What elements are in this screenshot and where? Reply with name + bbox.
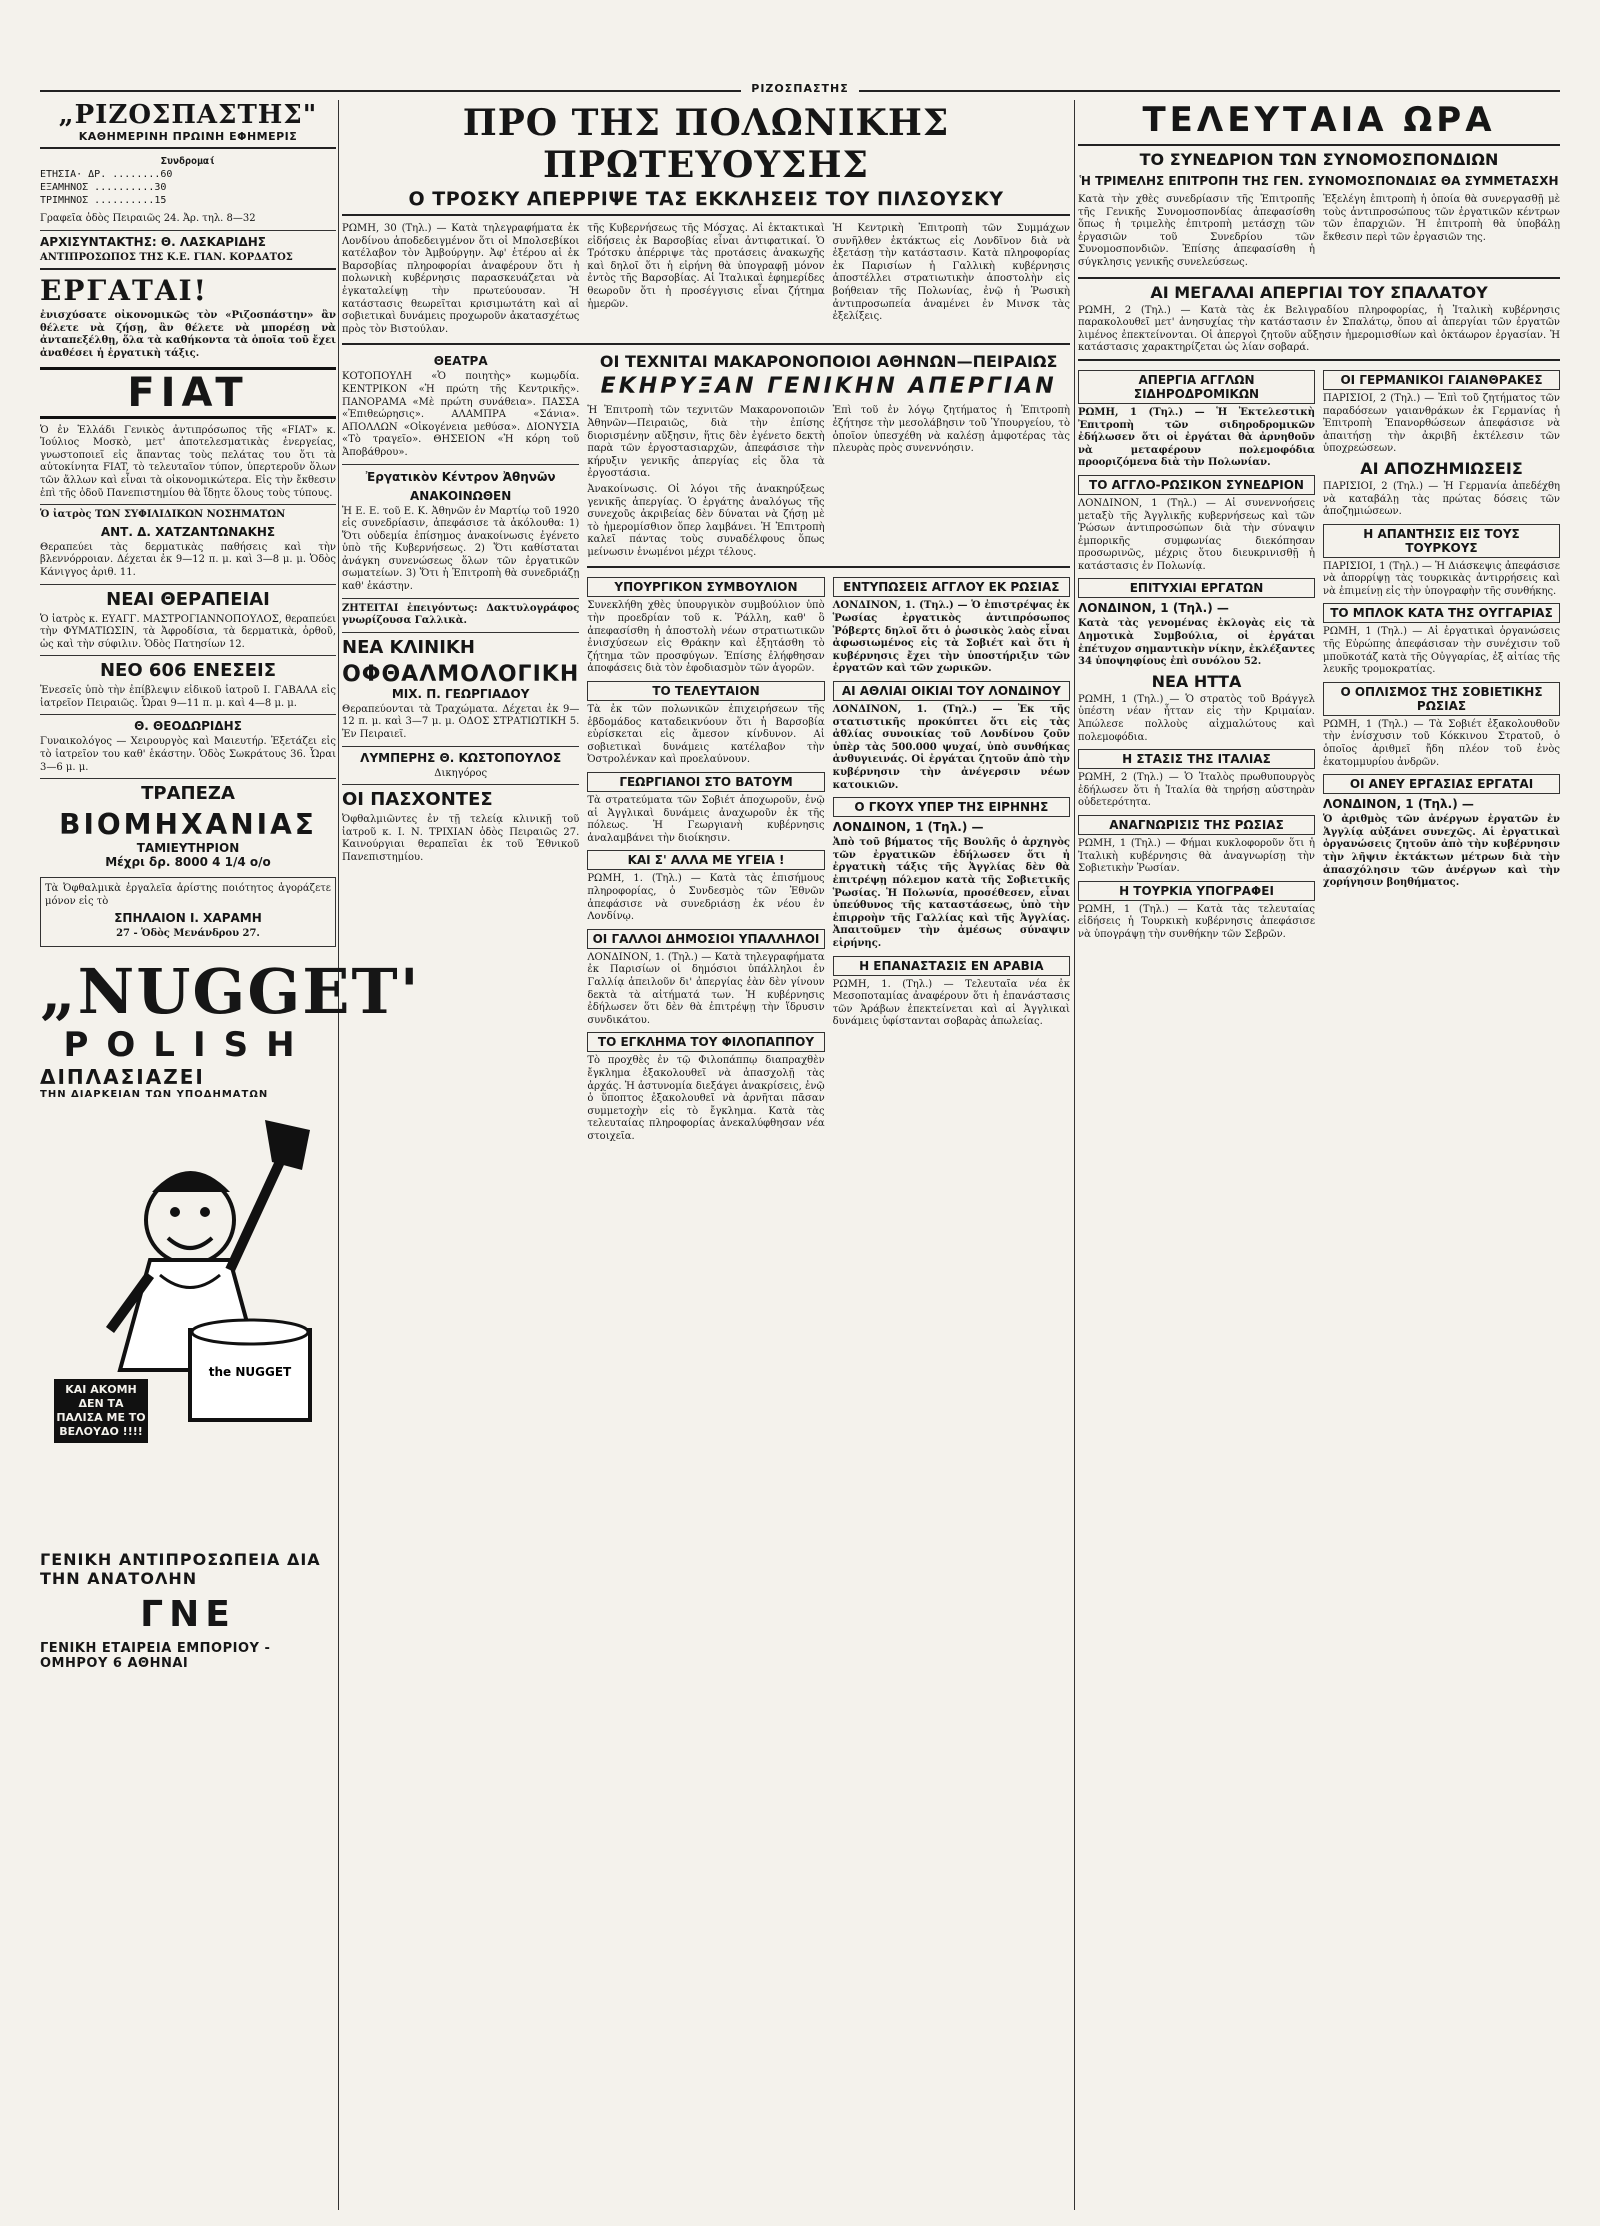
- main-subcolumn-1: [342, 349, 579, 1146]
- ergatai-title: ΕΡΓΑΤΑΙ!: [40, 274, 208, 308]
- bank-title: ΤΡΑΠΕΖΑ: [141, 783, 235, 805]
- gynecologist-name: Θ. ΘΕΟΔΩΡΙΔΗΣ: [134, 719, 242, 734]
- dockers-text: ΡΩΜΗ, 1 (Τηλ.) — Ἡ Ἐκτελεστικὴ Ἐπιτροπὴ τῶν σιδηροδρομικῶν ἐδήλωσεν ὅτι οἱ ἐργάται θὰ ἀρνηθοῦν νὰ μεταφέρουν πολεμοφόδια προοριζόμενα διὰ τὴν Πολωνίαν.: [1078, 406, 1315, 469]
- patients-head: ΟΙ ΠΑΣΧΟΝΤΕΣ: [342, 789, 493, 811]
- clinic-text: Θεραπεύονται τὰ Τραχώματα. Δέχεται ἐκ 9—12 π. μ. καὶ 3—7 μ. μ. ΟΔΟΣ ΣΤΡΑΤΙΩΤΙΚΗ 5. Ἐν Πειραιεῖ.: [342, 703, 580, 741]
- gynecologist-text: Γυναικολόγος — Χειρουργὸς καὶ Μαιευτήρ. Ἐξετάζει εἰς τὸ ἰατρεῖον του καθ' ἑκάστην. Ὁδὸς Σωκράτους 36. Ὧραι 3—6 μ. μ.: [40, 736, 336, 773]
- nugget-title: „NUGGET': [40, 955, 421, 1029]
- last-head: ΤΟ ΤΕΛΕΥΤΑΙΟΝ: [587, 681, 824, 701]
- main-subcolumn-2-3: [587, 349, 1070, 1146]
- doctor-head: Ὁ ἰατρὸς ΤΩΝ ΣΥΦΙΛΙΔΙΚΩΝ ΝΟΣΗΜΑΤΩΝ: [40, 509, 286, 521]
- office-address: Γραφεῖα ὁδὸς Πειραιῶς 24. Ἀρ. τηλ. 8—32: [40, 213, 256, 224]
- crime-head: ΤΟ ΕΓΚΛΗΜΑ ΤΟΥ ΦΙΛΟΠΑΠΠΟΥ: [587, 1032, 824, 1052]
- russia-plan-head: Ο ΟΠΛΙΣΜΟΣ ΤΗΣ ΣΟΒΙΕΤΙΚΗΣ ΡΩΣΙΑΣ: [1323, 682, 1560, 716]
- nugget-tin-label: the NUGGET: [208, 1365, 292, 1380]
- subscription-table: [40, 155, 336, 207]
- optician-address: 27 - Ὁδὸς Μενάνδρου 27.: [116, 928, 260, 940]
- subscription-head: Συνδρομαί: [160, 156, 216, 167]
- optician-ad: [40, 877, 336, 947]
- italy-head: Η ΣΤΑΣΙΣ ΤΗΣ ΙΤΑΛΙΑΣ: [1078, 749, 1315, 769]
- column-rule: [338, 100, 339, 2210]
- russia-text: ΛΟΝΔΙΝΟΝ, 1. (Τηλ.) — Ὁ ἐπιστρέψας ἐκ Ῥωσίας ἐργατικὸς ἀντιπρόσωπος Ῥόβερτς δηλοῖ ὅτι ὁ ῥωσικὸς λαὸς εἶναι ἀφωσιωμένος εἰς τὰ Σοβιέτ καὶ ὅτι ἡ κυβέρνησις ἔχει τὴν ὑποστήριξιν τῶν ἐργατῶν καὶ τῶν χωρικῶν.: [832, 600, 1070, 675]
- bank-sub: ΤΑΜΙΕΥΤΗΡΙΟΝ: [136, 841, 240, 856]
- council-text: Συνεκλήθη χθὲς ὑπουργικὸν συμβούλιον ὑπὸ τὴν προεδρίαν τοῦ κ. Ῥάλλη, καθ' ὃ ἀπεφασίσθη ἡ ἀποστολὴ νέων στρατιωτικῶν ἐνισχύσεων εἰς Θράκην καὶ ἐξητάσθη τὸ ζήτημα τῶν προσφύγων. Ἐπίσης ἐλήφθησαν ἀποφάσεις διὰ τὸν ἐφοδιασμὸν τῶν ἀγορῶν.: [587, 600, 825, 675]
- right-column: [1078, 100, 1560, 2210]
- strike-text: Ἡ Ἐπιτροπὴ τῶν τεχνιτῶν Μακαρονοποιῶν Ἀθηνῶν—Πειραιῶς, διὰ τὴν ἐπίσης διορισμένην αὔξησιν, ἥτις δὲν ἐγένετο δεκτὴ παρὰ τῶν ἐργοστασιαρχῶν, ἀπεφάσισε τὴν κήρυξιν γενικῆς ἀπεργίας εἰς ὅλα τὰ ἐργοστάσια.: [587, 405, 825, 480]
- masthead-subtitle: ΚΑΘΗΜΕΡΙΝΗ ΠΡΩΙΝΗ ΕΦΗΜΕΡΙΣ: [78, 130, 298, 143]
- london-houses-head: ΑΙ ΑΘΛΙΑΙ ΟΙΚΙΑΙ ΤΟΥ ΛΟΝΔΙΝΟΥ: [833, 681, 1070, 701]
- masthead: [40, 100, 336, 143]
- batoum-text: Τὰ στρατεύματα τῶν Σοβιέτ ἀποχωροῦν, ἐνῷ αἱ Ἀγγλικαὶ δυνάμεις ἀναχωροῦν ἐκ τῆς πόλεως. Ἡ Γεωργιανὴ κυβέρνησις ἀναλαμβάνει τὴν διοίκησιν.: [587, 795, 825, 844]
- strike-italic-head: ΕΚΗΡΥΞΑΝ ΓΕΝΙΚΗΝ ΑΠΕΡΓΙΑΝ: [600, 374, 1057, 400]
- turkish-text: ΡΩΜΗ, 1 (Τηλ.) — Κατὰ τὰς τελευταίας εἰδήσεις ἡ Τουρκικὴ κυβέρνησις ἀπεφάσισε νὰ ὑπογράψῃ τὴν συνθήκην τῶν Σεβρῶν.: [1078, 903, 1315, 940]
- hungary-text: ΡΩΜΗ, 1 (Τηλ.) — Αἱ ἐργατικαὶ ὀργανώσεις τῆς Εὐρώπης ἀπεφάσισαν τὴν συνέχισιν τοῦ μποϋκοτάζ κατὰ τῆς Οὐγγαρίας, ἐξ αἰτίας τῆς λευκῆς τρομοκρατίας.: [1323, 626, 1560, 676]
- unemployed-city: ΛΟΝΔΙΝΟΝ, 1 (Τηλ.) —: [1323, 797, 1474, 812]
- lead-article: [342, 220, 1070, 339]
- main-subheadline: Ο ΤΡΟΣΚΥ ΑΠΕΡΡΙΨΕ ΤΑΣ ΕΚΚΛΗΣΕΙΣ ΤΟΥ ΠΙΛΣΟΥΣΚΥ: [408, 188, 1004, 210]
- congress-text: Ἐξελέγη ἐπιτροπὴ ἡ ὁποία θὰ συνεργασθῇ μὲ τοὺς ἀντιπροσώπους τῶν ἐργατικῶν κέντρων τῶν ἐπαρχιῶν. Ἡ ἐπιτροπὴ θὰ ὑποβάλῃ ἔκθεσιν περὶ τῶν ἐργασιῶν της.: [1323, 194, 1560, 243]
- workers-success-head: ΕΠΙΤΥΧΙΑΙ ΕΡΓΑΤΩΝ: [1078, 578, 1315, 598]
- therapies-title: ΝΕΑΙ ΘΕΡΑΠΕΙΑΙ: [106, 588, 270, 610]
- unemployed-text: Ὁ ἀριθμὸς τῶν ἀνέργων ἐργατῶν ἐν Ἀγγλίᾳ αὐξάνει συνεχῶς. Αἱ ἐργατικαὶ ὀργανώσεις ζητοῦν ἀπὸ τὴν κυβέρνησιν τὴν λῆψιν ἐκτάκτων μέτρων διὰ τὴν ἀπασχόλησιν τῶν ἀνέργων καὶ τὴν χορήγησιν βοηθήματος.: [1323, 814, 1560, 889]
- wealth-text: ΡΩΜΗ, 1. (Τηλ.) — Κατὰ τὰς ἐπισήμους πληροφορίας, ὁ Συνδεσμὸς τῶν Ἐθνῶν ἀπεφάσισε νὰ συνεδριάσῃ ἐκ νέου ἐν Λονδίνῳ.: [587, 873, 825, 923]
- council-head: ΥΠΟΥΡΓΙΚΟΝ ΣΥΜΒΟΥΛΙΟΝ: [587, 577, 824, 597]
- main-lower-grid: [342, 349, 1070, 1146]
- therapies-text: Ὁ ἰατρὸς κ. ΕΥΑΓΓ. ΜΑΣΤΡΟΓΙΑΝΝΟΠΟΥΛΟΣ, θεραπεύει τὴν ΦΥΜΑΤΙΩΣΙΝ, τὰ Ἀφροδίσια, τὰ δερματικὰ, ὀρθοῦ, ὡς καὶ τὴν σύφιλιν. Ὁδὸς Πατησίων 12.: [40, 613, 336, 650]
- nugget-caption: ΚΑΙ ΑΚΟΜΗ ΔΕΝ ΤΑ ΠΑΛΙΣΑ ΜΕ ΤΟ ΒΕΛΟΥΔΟ !!!!: [54, 1379, 148, 1443]
- gne-logo: ΓΝΕ: [140, 1594, 236, 1636]
- nugget-footer: [40, 1550, 336, 1671]
- theatre-head: ΘΕΑΤΡΑ: [433, 354, 488, 369]
- unemployed-head: ΟΙ ΑΝΕΥ ΕΡΓΑΣΙΑΣ ΕΡΓΑΤΑΙ: [1323, 774, 1560, 794]
- cooperative-sub: ΑΝΑΚΟΙΝΩΘΕΝ: [410, 488, 512, 503]
- congress-article: [1078, 191, 1560, 273]
- wanted-ad: ΖΗΤΕΙΤΑΙ ἐπειγόντως: Δακτυλογράφος γνωρίζουσα Γαλλικὰ.: [342, 602, 580, 627]
- gallic-text: ΛΟΝΔΙΝΟΝ, 1. (Τηλ.) — Κατὰ τηλεγραφήματα ἐκ Παρισίων οἱ δημόσιοι ὑπάλληλοι ἐν Γαλλίᾳ ἀπειλοῦν δι' ἀπεργίας ἐὰν δὲν γίνουν δεκτὰ τὰ αἰτήματά των. Ἡ κυβέρνησις ἐδήλωσεν ὅτι δὲν θὰ ἐπιτρέψῃ τὴν ἵδρυσιν συνδικάτου.: [587, 951, 825, 1026]
- trade-head: ΤΟ ΑΓΓΛΟ-ΡΩΣΙΚΟΝ ΣΥΝΕΔΡΙΟΝ: [1078, 475, 1315, 495]
- lead-text: Ἡ Κεντρικὴ Ἐπιτροπὴ τῶν Συμμάχων συνῆλθεν ἐκτάκτως εἰς Λονδῖνον διὰ νὰ ἐξετάσῃ τὴν κατάστασιν. Κατὰ πληροφορίας ἐκ Παρισίων ἡ Γαλλικὴ κυβέρνησις ἀποστέλλει στρατιωτικὴν ἀποστολὴν εἰς βοήθειαν τῆς Πολωνίας, ἐνῷ ἡ Ῥωσικὴ ἀντιπροσωπεία ἀναμένει ἐν Μινσκ τὰς ἐξελίξεις.: [832, 223, 1070, 323]
- nugget-polish-ad: [40, 955, 421, 1679]
- neo606-title: ΝΕΟ 606 ΕΝΕΣΕΙΣ: [99, 660, 276, 682]
- clinic-sub: ΟΦΘΑΛΜΟΛΟΓΙΚΗ: [342, 661, 580, 687]
- representative: ΑΝΤΙΠΡΟΣΩΠΟΣ ΤΗΣ Κ.Ε. ΓΙΑΝ. ΚΟΡΔΑΤΟΣ: [40, 251, 293, 263]
- batoum-head: ΓΕΩΡΓΙΑΝΟΙ ΣΤΟ ΒΑΤΟΥΜ: [587, 772, 824, 792]
- running-head: [0, 82, 1600, 98]
- doctor-name: ΑΝΤ. Δ. ΧΑΤΖΑΝΤΩΝΑΚΗΣ: [100, 524, 276, 539]
- spalato-head: ΑΙ ΜΕΓΑΛΑΙ ΑΠΕΡΓΙΑΙ ΤΟΥ ΣΠΑΛΑΤΟΥ: [1150, 282, 1488, 302]
- arabia-text: ΡΩΜΗ, 1. (Τηλ.) — Τελευταῖα νέα ἐκ Μεσοποταμίας ἀναφέρουν ὅτι ἡ ἐπανάστασις τῶν Ἀράβων ἐπεκτείνεται καὶ αἱ Ἀγγλικαὶ δυνάμεις ὑφίστανται σοβαρὰς ἀπωλείας.: [832, 978, 1070, 1028]
- hungary-head: ΤΟ ΜΠΛΟΚ ΚΑΤΑ ΤΗΣ ΟΥΓΓΑΡΙΑΣ: [1323, 603, 1560, 623]
- cooperative-head: Ἐργατικὸν Κέντρον Ἀθηνῶν: [365, 469, 556, 484]
- lawyer-sub: Δικηγόρος: [434, 767, 488, 779]
- german-head: ΟΙ ΓΕΡΜΑΝΙΚΟΙ ΓΑΙΑΝΘΡΑΚΕΣ: [1323, 370, 1560, 390]
- main-headline: ΠΡΟ ΤΗΣ ΠΟΛΩΝΙΚΗΣ ΠΡΩΤΕΥΟΥΣΗΣ: [462, 102, 950, 186]
- bank-rate: Μέχρι δρ. 8000 4 1/4 ο/ο: [105, 855, 271, 870]
- peace-head: Ο ΓΚΟΥΧ ΥΠΕΡ ΤΗΣ ΕΙΡΗΝΗΣ: [833, 797, 1070, 817]
- column-rule: [1074, 100, 1075, 2210]
- london-houses-text: ΛΟΝΔΙΝΟΝ, 1. (Τηλ.) — Ἐκ τῆς στατιστικῆς προκύπτει ὅτι εἰς τὰς ἀθλίας συνοικίας τοῦ Λονδίνου ζοῦν ὑπὲρ τὰς 500.000 ψυχαί, ὑπὸ συνθήκας ἀνθυγιεινάς. Οἱ ἐργάται ζητοῦν ἀπὸ τὴν κυβέρνησιν τὴν ἀνέγερσιν νέων κατοικιῶν.: [832, 704, 1070, 791]
- new-defeat-text: ΡΩΜΗ, 1 (Τηλ.) — Ὁ στρατὸς τοῦ Βράγγελ ὑπέστη νέαν ἧτταν εἰς τὴν Κριμαίαν. Ἀπώλεσε πολλοὺς αἰχμαλώτους καὶ πολεμοφόδια.: [1078, 693, 1315, 743]
- italy-text: ΡΩΜΗ, 2 (Τηλ.) — Ὁ Ἰταλὸς πρωθυπουργὸς ἐδήλωσεν ὅτι ἡ Ἰταλία θὰ τηρήσῃ αὐστηρὰν οὐδετερότητα.: [1078, 772, 1315, 809]
- subscription-row: ΤΡΙΜΗΝΟΣ ..........15: [40, 195, 167, 206]
- dockers-head: ΑΠΕΡΓΙΑ ΑΓΓΛΩΝ ΣΙΔΗΡΟΔΡΟΜΙΚΩΝ: [1078, 370, 1315, 404]
- recognition-head: ΑΝΑΓΝΩΡΙΣΙΣ ΤΗΣ ΡΩΣΙΑΣ: [1078, 815, 1315, 835]
- doctor-text: Θεραπεύει τὰς δερματικὰς παθήσεις καὶ τὴν βλεννόρροιαν. Δέχεται ἐκ 9—12 π. μ. καὶ 3—8 μ. μ. Ὁδὸς Κάνιγγος ἀριθ. 11.: [40, 541, 336, 578]
- german-text: ΠΑΡΙΣΙΟΙ, 2 (Τηλ.) — Ἐπὶ τοῦ ζητήματος τῶν παραδόσεων γαιανθράκων ἐκ Γερμανίας ἡ Ἐπιτροπὴ Ἐπανορθώσεων ἀπεφάσισε νὰ ἀπαιτήσῃ τὴν ἀκριβῆ ἐκτέλεσιν τῶν ὑποχρεώσεων.: [1323, 392, 1560, 455]
- turks-text: ΠΑΡΙΣΙΟΙ, 1 (Τηλ.) — Ἡ Διάσκεψις ἀπεφάσισε νὰ ἀπορρίψῃ τὰς τουρκικὰς ἀντιρρήσεις καὶ νὰ ἐπιμείνῃ εἰς τὴν ὑπογραφὴν τῆς συνθήκης.: [1323, 560, 1560, 597]
- nugget-polish: POLISH: [63, 1025, 313, 1066]
- strike-text: Ἀνακοίνωσις. Οἱ λόγοι τῆς ἀνακηρύξεως γενικῆς ἀπεργίας. Ὁ ἐργάτης ἀναλόγως τῆς συνεχοῦς ἀκριβείας δὲν δύναται νὰ ζήσῃ μὲ τὸ ἡμερομίσθιον ὅπερ λαμβάνει. Ἡ Ἐπιτροπὴ καλεῖ πάντας τοὺς συναδέλφους ὅπως μείνωσιν ἑνωμένοι μέχρι τέλους.: [587, 483, 825, 558]
- nugget-footer-line1: ΓΕΝΙΚΗ ΑΝΤΙΠΡΟΣΩΠΕΙΑ ΔΙΑ ΤΗΝ ΑΝΑΤΟΛΗΝ: [40, 1550, 321, 1589]
- running-head-text: ΡΙΖΟΣΠΑΣΤΗΣ: [741, 82, 858, 95]
- turkish-head: Η ΤΟΥΡΚΙΑ ΥΠΟΓΡΑΦΕΙ: [1078, 881, 1315, 901]
- cooperative-text: Ἡ Ε. Ε. τοῦ Ε. Κ. Ἀθηνῶν ἐν Μαρτίῳ τοῦ 1920 εἰς συνεδρίασιν, ἀπεφάσισε τὰ ἀκόλουθα: 1) Ὅτι οὐδεμία ἐπίσημος ἀνακοίνωσις ἐγένετο ὑπὸ τῆς Κυβερνήσεως. 2) Ὅτι καθίσταται ἀνάγκη συνενώσεως ὅλων τῶν ἐργατικῶν σωματείων. 3) Ὅτι ἡ Ἐπιτροπὴ θὰ συνεδριάζῃ καθ' ἑκάστην.: [342, 505, 580, 593]
- nugget-subline: ΤΗΝ ΔΙΑΡΚΕΙΑΝ ΤΩΝ ΥΠΟΔΗΜΑΤΩΝ: [40, 1089, 269, 1101]
- news-grid: [587, 572, 1070, 1146]
- trade-text: ΛΟΝΔΙΝΟΝ, 1 (Τηλ.) — Αἱ συνεννοήσεις μεταξὺ τῆς Ἀγγλικῆς κυβερνήσεως καὶ τῶν Ῥώσων ἀντιπροσώπων διὰ τὴν σύναψιν ἐμπορικῆς συμφωνίας διεκόπησαν προσωρινῶς, μέχρις ὅτου διευκρινισθῇ ἡ κατάστασις ἐν Πολωνίᾳ.: [1078, 497, 1315, 572]
- workers-success-text: Κατὰ τὰς γενομένας ἐκλογὰς εἰς τὰ Δημοτικὰ Συμβούλια, οἱ ἐργάται ἐπέτυχον σημαντικὴν νίκην, ἐκλέξαντες 34 ὑποψηφίους ἐπὶ συνόλου 52.: [1078, 618, 1315, 668]
- congress-text: Κατὰ τὴν χθὲς συνεδρίασιν τῆς Ἐπιτροπῆς τῆς Γενικῆς Συνομοσπονδίας ἀπεφασίσθη ὅπως ἡ τριμελὴς ἐπιτροπὴ μετάσχῃ τῶν ἐργασιῶν τοῦ Συνεδρίου τῶν Συνομοσπονδιῶν. Ἐπίσης ἀπεφασίσθη ἡ σύγκλησις γενικῆς συνελεύσεως.: [1078, 194, 1315, 268]
- nugget-footer-line2: ΓΕΝΙΚΗ ΕΤΑΙΡΕΙΑ ΕΜΠΟΡΙΟΥ - ΟΜΗΡΟΥ 6 ΑΘΗΝΑΙ: [40, 1641, 271, 1672]
- masthead-title: „ΡΙΖΟΣΠΑΣΤΗΣ": [58, 100, 318, 130]
- arabia-head: Η ΕΠΑΝΑΣΤΑΣΙΣ ΕΝ ΑΡΑΒΙΑ: [833, 956, 1070, 976]
- right-grid: [1078, 365, 1560, 945]
- turks-head: Η ΑΠΑΝΤΗΣΙΣ ΕΙΣ ΤΟΥΣ ΤΟΥΡΚΟΥΣ: [1323, 524, 1560, 558]
- wealth-head: ΚΑΙ Σ' ΑΛΛΑ ΜΕ ΥΓΕΙΑ !: [587, 850, 824, 870]
- congress-head: ΤΟ ΣΥΝΕΔΡΙΟΝ ΤΩΝ ΣΥΝΟΜΟΣΠΟΝΔΙΩΝ: [1139, 150, 1499, 169]
- new-defeat-head: ΝΕΑ ΗΤΤΑ: [1151, 671, 1242, 691]
- patients-text: Ὀφθαλμιῶντες ἐν τῇ τελείᾳ κλινικῇ τοῦ ἰατροῦ κ. Ι. Ν. ΤΡΙΧΙΑΝ ὁδὸς Πειραιῶς 27. Καινούργιαι θεραπεῖαι ἐκ τοῦ Ἐθνικοῦ Πανεπιστημίου.: [342, 814, 580, 863]
- fiat-title: FIAT: [40, 367, 336, 419]
- strike-text: Ἐπὶ τοῦ ἐν λόγῳ ζητήματος ἡ Ἐπιτροπὴ ἐζήτησε τὴν μεσολάβησιν τοῦ Ὑπουργείου, τὸ ὁποῖον ὑπεσχέθη νὰ καλέσῃ ἀμφοτέρας τὰς πλευρὰς πρὸς συνεννόησιν.: [832, 405, 1070, 455]
- strike-article: [587, 402, 1070, 562]
- latest-hour-headline: ΤΕΛΕΥΤΑΙΑ ΩΡΑ: [1142, 100, 1496, 140]
- subscription-row: ΕΤΗΣΙΑ· ΔΡ. ........60: [40, 169, 173, 180]
- russia-head: ΕΝΤΥΠΩΣΕΙΣ ΑΓΓΛΟΥ ΕΚ ΡΩΣΙΑΣ: [833, 577, 1070, 597]
- nugget-line: ΔΙΠΛΑΣΙΑΖΕΙ: [40, 1065, 205, 1090]
- indemn-text: ΠΑΡΙΣΙΟΙ, 2 (Τηλ.) — Ἡ Γερμανία ἀπεδέχθη νὰ καταβάλῃ τὰς πρώτας δόσεις τῶν ἀποζημιώσεων.: [1323, 480, 1560, 518]
- recognition-text: ΡΩΜΗ, 1 (Τηλ.) — Φήμαι κυκλοφοροῦν ὅτι ἡ Ἰταλικὴ κυβέρνησις θὰ ἀναγνωρίσῃ τὴν Σοβιετικὴν Ῥωσίαν.: [1078, 838, 1315, 875]
- peace-city: ΛΟΝΔΙΝΟΝ, 1 (Τηλ.) —: [832, 820, 984, 835]
- lead-text: ΡΩΜΗ, 30 (Τηλ.) — Κατὰ τηλεγραφήματα ἐκ Λονδίνου ἀποδεδειγμένον ὅτι οἱ Μπολσεβίκοι κατέλαβον τὸν Ἀμβούργην. Ἀφ' ἑτέρου αἱ ἐκ Βαρσοβίας πληροφορίαι ἀναφέρουν ὅτι ἡ πολωνικὴ κυβέρνησις παρασκευάζεται νὰ ἐγκαταλείψῃ τὴν πρωτεύουσαν. Ἡ κατάστασις θεωρεῖται κρισιμωτάτη καὶ αἱ σοβιετικαὶ δυνάμεις προχωροῦν ἀκατασχέτως πρὸς τὸν Βιστούλαν.: [342, 223, 580, 335]
- fiat-text: Ὁ ἐν Ἑλλάδι Γενικὸς ἀντιπρόσωπος τῆς «FIAT» κ. Ἰούλιος Μοσκὸ, μετ' ἀποτελεσματικὰς ἐνεργείας, γνωστοποιεῖ εἰς ἅπαντας τοὺς πελάτας του ὅτι τὰ αὐτοκίνητα FIAT, τὸ τελευταῖον τύπον, ὑπερτεροῦν ὅλων τῶν ἄλλων καὶ εἶναι τὰ οἰκονομικώτερα. Εἰς τὴν ἔκθεσιν ἐπὶ τῆς ὁδοῦ Πανεπιστημίου θὰ ἴδῃτε ὅλους τοὺς τύπους.: [40, 424, 336, 499]
- optician-text: Τὰ Ὀφθαλμικὰ ἐργαλεῖα ἀρίστης ποιότητος ἀγοράζετε μόνον εἰς τὸ: [45, 883, 331, 907]
- indemn-head: ΑΙ ΑΠΟΖΗΜΙΩΣΕΙΣ: [1360, 458, 1523, 478]
- lead-text: τῆς Κυβερνήσεως τῆς Μόσχας. Αἱ ἐκτακτικαὶ εἰδήσεις ἐκ Βαρσοβίας εἶναι ἀντιφατικαί. Ὁ Τρότσκυ ἀπέρριψε τὰς προτάσεις ἀνακωχῆς καὶ δηλοῖ ὅτι ἡ εἰρήνη θὰ ὑπογραφῇ μόνον ἐντὸς τῆς Βαρσοβίας. Αἱ Ἰταλικαὶ ἐφημερίδες θεωροῦν ὅτι ἡ προσέγγισις εἶναι ζήτημα ἡμερῶν.: [587, 223, 825, 310]
- neo606-text: Ἐνεσεῖς ὑπὸ τὴν ἐπίβλεψιν εἰδικοῦ ἰατροῦ Ι. ΓΑΒΑΛΑ εἰς ἰατρεῖον Πειραιῶς. Ὧραι 9—11 π. μ. καὶ 4—8 μ. μ.: [40, 685, 336, 709]
- crime-text: Τὸ προχθὲς ἐν τῷ Φιλοπάππῳ διαπραχθὲν ἔγκλημα ἐξακολουθεῖ νὰ ἀπασχολῇ τὰς ἀρχάς. Ἡ ἀστυνομία διεξάγει ἀνακρίσεις, ἐνῷ ὁ ὕποπτος ἐξακολουθεῖ νὰ ἀρνῆται πᾶσαν συμμετοχὴν εἰς τὸ ἔγκλημα. Κατὰ τὰς τελευταίας πληροφορίας ἀνεκαλύφθησαν νέα στοιχεῖα.: [587, 1055, 825, 1142]
- subscription-row: ΕΞΑΜΗΝΟΣ ..........30: [40, 182, 167, 193]
- bank-name: ΒΙΟΜΗΧΑΝΙΑΣ: [59, 808, 317, 842]
- peace-text: Ἀπὸ τοῦ βήματος τῆς Βουλῆς ὁ ἀρχηγὸς τῶν ἐργατικῶν ἐδήλωσεν ὅτι ἡ ἐργατικὴ τάξις τῆς Ἀγγλίας δὲν θὰ ἐπιτρέψῃ πόλεμον κατὰ τῆς Σοβιετικῆς Ῥωσίας. Ἡ Πολωνία, προσέθεσεν, εἶναι ὑπεύθυνος τῆς καταστάσεως, ὑπὸ τὴν ἐπιρροὴν τῆς Γαλλίας καὶ τῆς Ἀγγλίας. Ἀπαιτοῦμεν τὴν ἀμέσως σύναψιν εἰρήνης.: [832, 837, 1070, 949]
- strike-head: ΟΙ ΤΕΧΝΙΤΑΙ ΜΑΚΑΡΟΝΟΠΟΙΟΙ ΑΘΗΝΩΝ—ΠΕΙΡΑΙΩΣ: [599, 352, 1058, 372]
- clinic-title: ΝΕΑ ΚΛΙΝΙΚΗ: [342, 636, 475, 658]
- gallic-head: ΟΙ ΓΑΛΛΟΙ ΔΗΜΟΣΙΟΙ ΥΠΑΛΛΗΛΟΙ: [587, 929, 824, 949]
- workers-success-city: ΛΟΝΔΙΝΟΝ, 1 (Τηλ.) —: [1078, 601, 1229, 616]
- congress-sub: Ἡ ΤΡΙΜΕΛΗΣ ΕΠΙΤΡΟΠΗ ΤΗΣ ΓΕΝ. ΣΥΝΟΜΟΣΠΟΝΔΙΑΣ ΘΑ ΣΥΜΜΕΤΑΣΧΗ: [1079, 174, 1559, 188]
- spalato-text: ΡΩΜΗ, 2 (Τηλ.) — Κατὰ τὰς ἐκ Βελιγραδίου πληροφορίας, ἡ Ἰταλικὴ κυβέρνησις παρακολουθεῖ μετ' ἀνησυχίας τὴν κατάστασιν ἐν Σπαλάτῳ, ὅπου αἱ ἀπεργίαι τῶν ἐργατῶν λιμένος ἐπεκτείνονται. Οἱ ἀπεργοὶ ζητοῦν αὔξησιν ἡμερομισθίων καὶ ὀκτάωρον ἐργασίαν. Ἡ κατάστασις χαρακτηρίζεται ὡς λίαν σοβαρά.: [1078, 304, 1560, 354]
- last-text: Τὰ ἐκ τῶν πολωνικῶν ἐπιχειρήσεων τῆς ἑβδομάδος καταδεικνύουν ὅτι ἡ Βαρσοβία εὑρίσκεται εἰς ἄμεσον κίνδυνον. Αἱ σοβιετικαὶ δυνάμεις κατέλαβον τὴν Ὀστρολένκαν καὶ προελαύνουν.: [587, 704, 825, 766]
- optician-name: ΣΠΗΛΑΙΟΝ Ι. ΧΑΡΑΜΗ: [114, 911, 262, 926]
- main-column: [342, 100, 1070, 2210]
- theatre-text: ΚΟΤΟΠΟΥΛΗ «Ὁ ποιητὴς» κωμῳδία. ΚΕΝΤΡΙΚΟΝ «Ἡ πρώτη τῆς Κεντρικῆς». ΠΑΝΟΡΑΜΑ «Μὲ πρώτη συνάθεια». ΠΑΣΣΑ «Ἐπιθεώρησις». ΑΛΑΜΠΡΑ «Σάνια». ΑΠΟΛΛΩΝ «Οἰκογένεια μεθύσα». ΔΙΟΝΥΣΙΑ «Τὸ τραγεῖο». ΘΗΣΕΙΟΝ «Ἡ κόρη τοῦ Ἀποβάθρου».: [342, 371, 580, 458]
- russia-plan-text: ΡΩΜΗ, 1 (Τηλ.) — Τὰ Σοβιέτ ἐξακολουθοῦν τὴν ἐνίσχυσιν τοῦ Κόκκινου Στρατοῦ, ὁ ὁποῖος ἀριθμεῖ ἤδη πλέον τοῦ ἑνὸς ἑκατομμυρίου ἀνδρῶν.: [1323, 718, 1560, 768]
- clinic-doctor: ΜΙΧ. Π. ΓΕΩΡΓΙΑΔΟΥ: [391, 686, 530, 701]
- lawyer-name: ΛΥΜΠΕΡΗΣ Θ. ΚΩΣΤΟΠΟΥΛΟΣ: [360, 750, 562, 765]
- director: ΑΡΧΙΣΥΝΤΑΚΤΗΣ: Θ. ΛΑΣΚΑΡΙΔΗΣ: [40, 234, 266, 249]
- ergatai-text: ἐνισχύσατε οἰκονομικῶς τὸν «Ριζοσπάστην» ἂν θέλετε νὰ ζήσῃ, ἂν θέλετε νὰ μπορέσῃ νὰ ἀνταπεξέλθῃ, ὅλα τὰ καθήκοντα τὰ ὁποῖα τοῦ ἔχει ἀναθέσει ἡ ἐργατικὴ τάξις.: [40, 310, 336, 359]
